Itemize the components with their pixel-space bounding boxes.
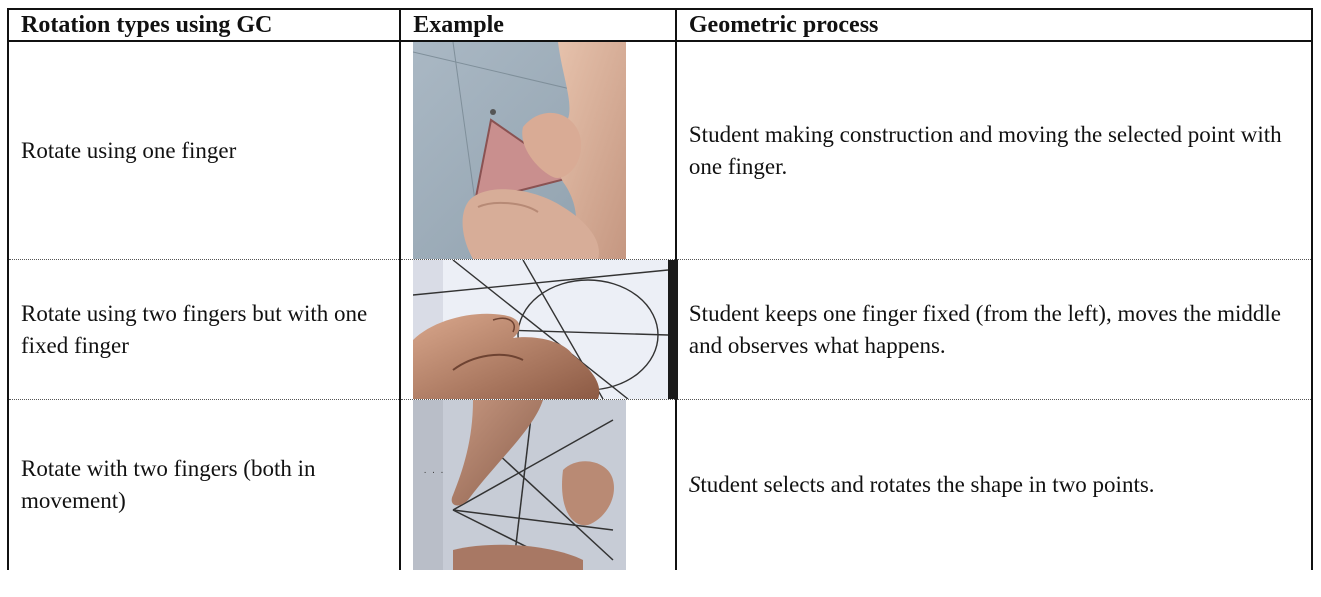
rotation-type-cell: Rotate using two fingers but with one fixed finger [8, 260, 400, 400]
two-fingers-rotating-lines-photo [413, 400, 626, 570]
process-text-rest: tudent selects and rotates the shape in two points. [700, 472, 1155, 497]
hand-moving-point-on-triangle-photo [413, 42, 626, 259]
example-cell [400, 260, 676, 400]
geometric-process-cell: Student keeps one finger fixed (from the left), moves the middle and observes what happens. [676, 260, 1312, 400]
example-cell [400, 400, 676, 571]
header-example: Example [400, 9, 676, 41]
process-first-letter: S [688, 472, 701, 497]
geometric-process-cell [676, 400, 1312, 571]
table-row [8, 400, 1312, 571]
table-row [8, 41, 1312, 260]
header-geometric-process: Geometric process [676, 9, 1312, 41]
table-row [8, 260, 1312, 400]
svg-text:· · ·: · · · [423, 469, 445, 477]
example-cell [400, 41, 676, 260]
rotation-type-cell: Rotate with two fingers (both in movement) [8, 400, 400, 571]
table-header-row [8, 9, 1312, 41]
rotation-type-cell: Rotate using one finger [8, 41, 400, 260]
header-rotation-types: Rotation types using GC [8, 9, 400, 41]
two-fingers-on-circle-construction-photo [413, 260, 678, 399]
geometric-process-cell: Student making construction and moving the selected point with one finger. [676, 41, 1312, 260]
rotation-types-table [7, 8, 1313, 570]
